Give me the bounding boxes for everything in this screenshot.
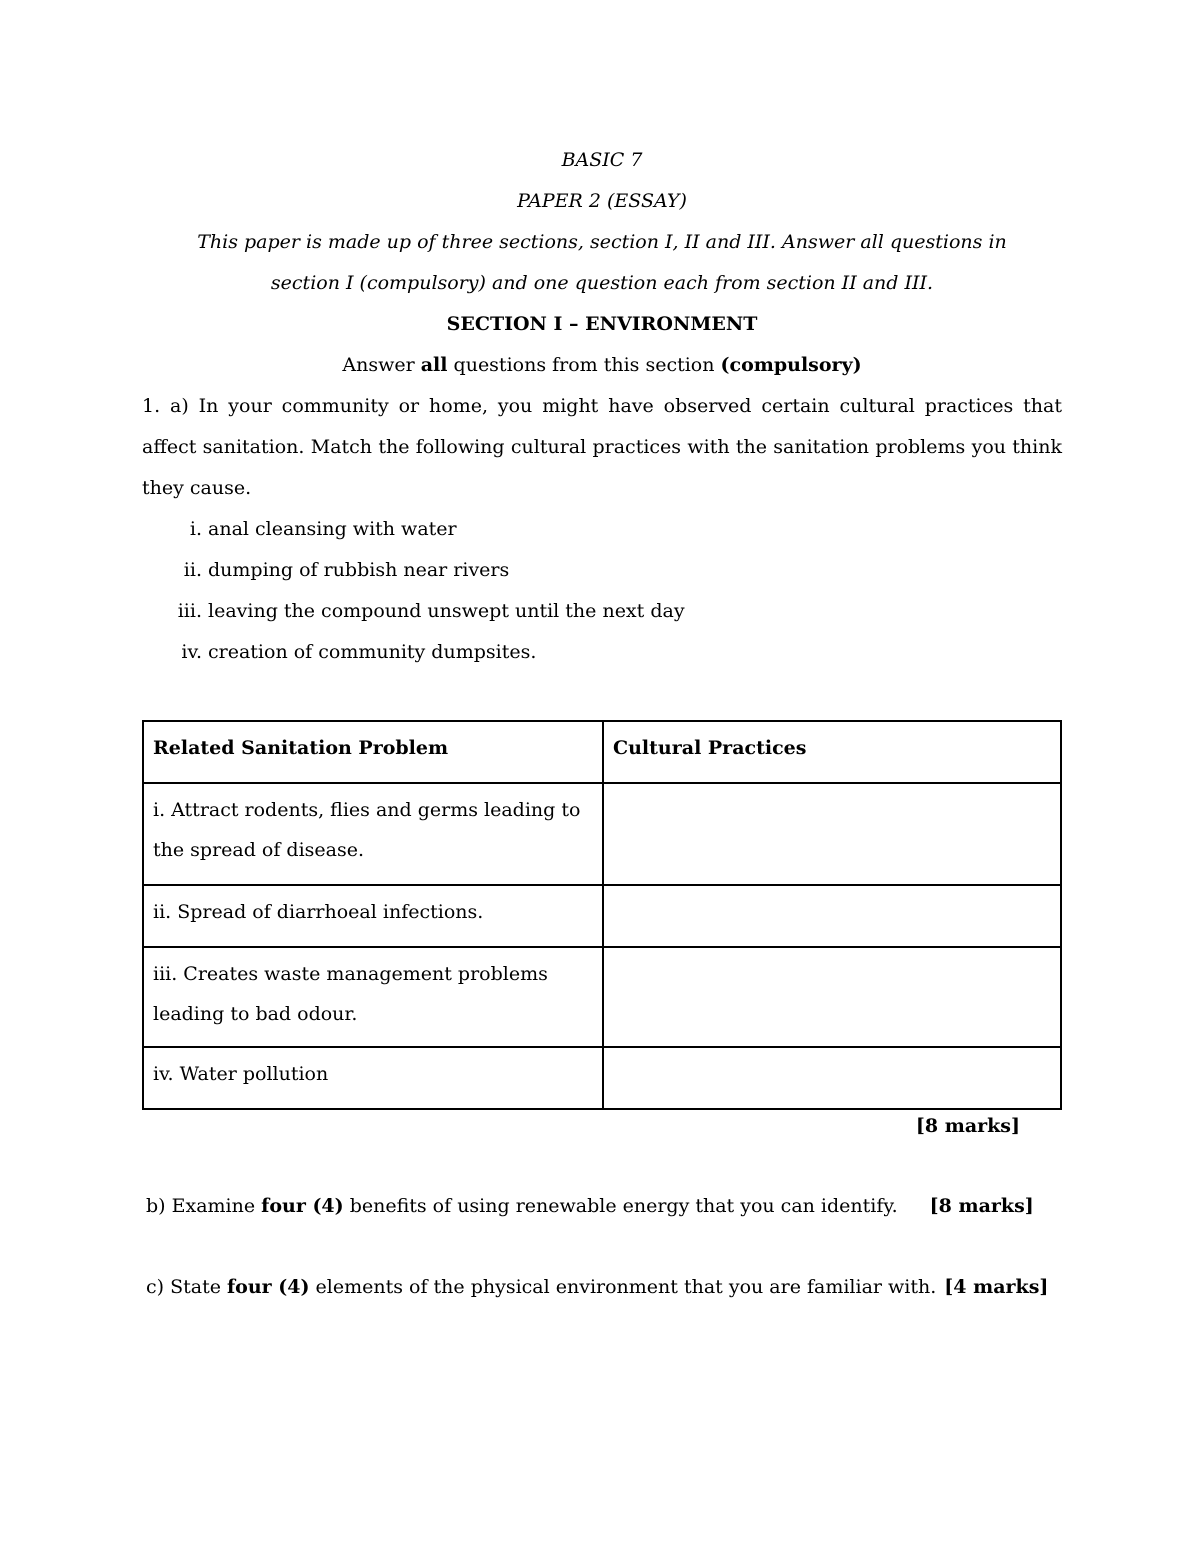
question-1c-bold: four (4)	[227, 1276, 310, 1298]
question-1c	[142, 1267, 1062, 1308]
section-instruction-mid: questions from this section	[447, 354, 721, 376]
table-row	[143, 885, 1061, 947]
question-1b-post: benefits of using renewable energy that you can identify.	[343, 1195, 898, 1217]
list-item-number: i.	[189, 518, 202, 540]
section-instruction-compulsory: (compulsory)	[720, 354, 862, 376]
cultural-practices-list	[142, 509, 1062, 673]
problem-cell: ii. Spread of diarrhoeal infections.	[143, 885, 603, 947]
list-item-number: ii.	[183, 559, 202, 581]
question-1c-marks: [4 marks]	[944, 1276, 1049, 1298]
table-header-row	[143, 721, 1061, 783]
question-1b-marks: [8 marks]	[929, 1195, 1034, 1217]
list-item	[142, 632, 1062, 673]
list-item-text: anal cleansing with water	[208, 518, 457, 540]
matching-table	[142, 720, 1062, 1110]
list-item-number: iv.	[181, 641, 202, 663]
header-cultural-practices: Cultural Practices	[603, 721, 1061, 783]
level-title: BASIC 7	[561, 149, 643, 171]
section-instruction-all: all	[420, 354, 448, 376]
paper-title: PAPER 2 (ESSAY)	[517, 190, 687, 212]
problem-cell: iv. Water pollution	[143, 1047, 603, 1109]
header-sanitation-problem: Related Sanitation Problem	[143, 721, 603, 783]
answer-cell[interactable]	[603, 947, 1061, 1047]
answer-cell[interactable]	[603, 1047, 1061, 1109]
list-item-number: iii.	[177, 600, 202, 622]
section-title: SECTION I – ENVIRONMENT	[446, 313, 758, 335]
answer-cell[interactable]	[603, 783, 1061, 885]
problem-cell: i. Attract rodents, flies and germs leading to the spread of disease.	[143, 783, 603, 885]
question-1b-pre: b) Examine	[146, 1195, 262, 1217]
table-row	[143, 783, 1061, 885]
instructions-line-1: This paper is made up of three sections, section I, II and III. Answer all questions in	[197, 231, 1007, 253]
problem-cell: iii. Creates waste management problems leading to bad odour.	[143, 947, 603, 1047]
table-row	[143, 947, 1061, 1047]
list-item-text: creation of community dumpsites.	[208, 641, 537, 663]
list-item-text: dumping of rubbish near rivers	[208, 559, 510, 581]
table-row	[143, 1047, 1061, 1109]
list-item-text: leaving the compound unswept until the next day	[208, 600, 685, 622]
table-marks: [8 marks]	[915, 1115, 1020, 1137]
answer-cell[interactable]	[603, 885, 1061, 947]
section-instruction	[142, 345, 1062, 386]
instructions-line-2: section I (compulsory) and one question each from section II and III.	[270, 272, 934, 294]
list-item	[142, 591, 1062, 632]
exam-page	[142, 140, 1062, 1308]
question-1b	[142, 1186, 1062, 1227]
section-instruction-pre: Answer	[342, 354, 421, 376]
list-item	[142, 550, 1062, 591]
question-1c-post: elements of the physical environment that you are familiar with.	[309, 1276, 937, 1298]
list-item	[142, 509, 1062, 550]
question-1b-bold: four (4)	[261, 1195, 344, 1217]
question-1c-pre: c) State	[146, 1276, 227, 1298]
question-1a-text: 1. a) In your community or home, you might have observed certain cultural practices that affect sanitation. Match the following cultural practices with the sanitation problems you think they cause.	[142, 395, 1062, 499]
